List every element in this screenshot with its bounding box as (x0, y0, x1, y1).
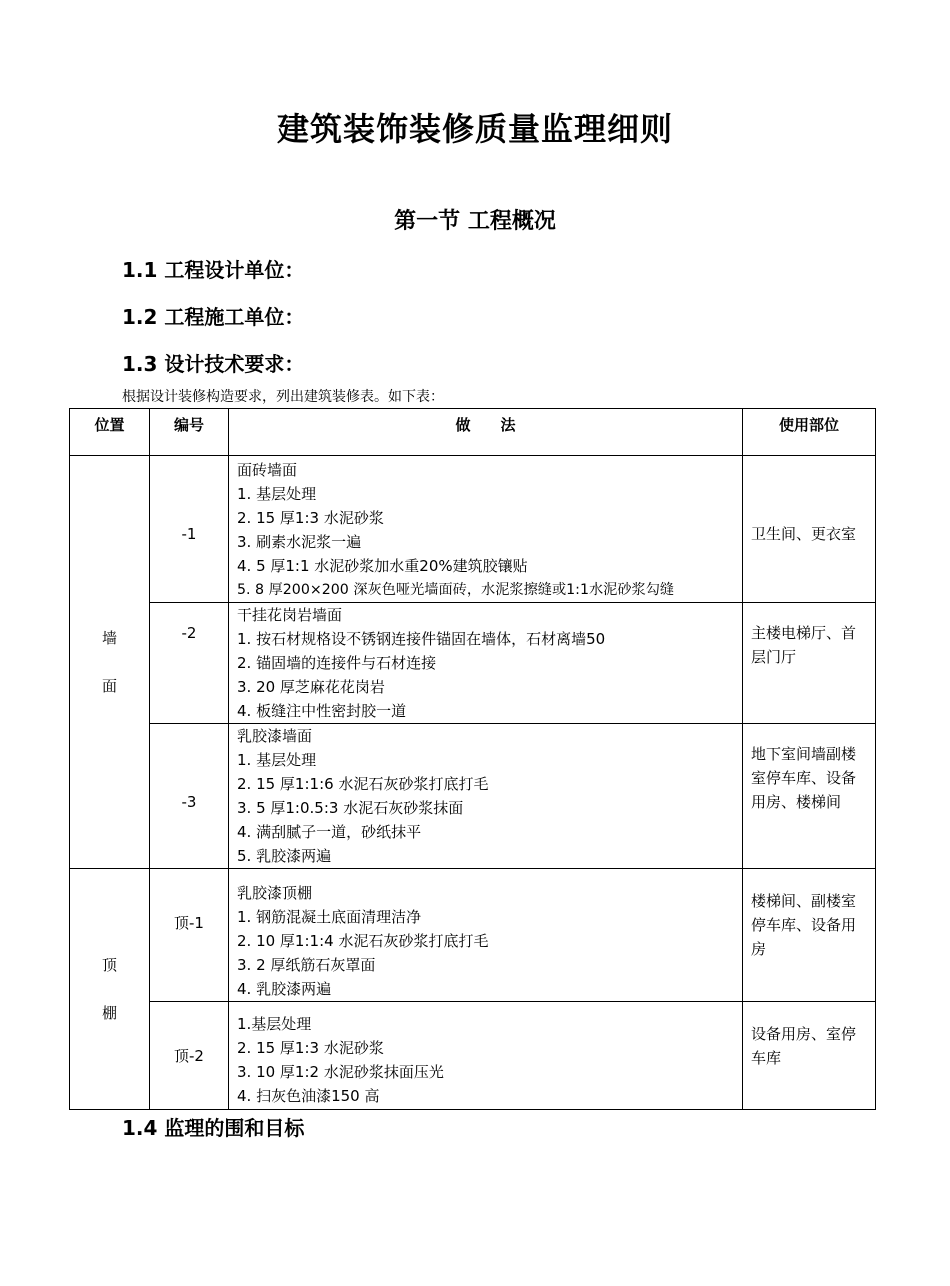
method-line: 1. 基层处理 (237, 751, 317, 769)
heading-construction-unit: 1.2 工程施工单位： (122, 305, 305, 329)
method-line: 3. 2 厚纸筋石灰罩面 (237, 956, 376, 974)
method-line: 2. 15 厚1:3 水泥砂浆 (237, 1039, 384, 1057)
row-usage: 卫生间、更衣室 (743, 456, 876, 603)
row-number: -3 (150, 724, 229, 869)
group-wall-char-2: 面 (101, 677, 117, 695)
method-line: 1. 基层处理 (237, 485, 317, 503)
section-title: 第一节 工程概况 (394, 209, 556, 234)
finish-table (69, 408, 876, 1110)
document-title: 建筑装饰装修质量监理细则 (276, 110, 673, 148)
method-line: 3. 5 厚1:0.5:3 水泥石灰砂浆抹面 (237, 799, 464, 817)
header-number: 编号 (150, 409, 229, 456)
method-line: 4. 扫灰色油漆150 高 (237, 1087, 380, 1105)
method-line: 4. 5 厚1:1 水泥砂浆加水重20%建筑胶镶贴 (237, 557, 528, 575)
group-wall-cell (70, 456, 150, 869)
method-line: 3. 20 厚芝麻花花岗岩 (237, 678, 385, 696)
table-row (70, 1002, 876, 1110)
method-line: 1. 按石材规格设不锈钢连接件锚固在墙体，石材离墙50 (237, 630, 606, 648)
method-line: 2. 锚固墙的连接件与石材连接 (237, 654, 437, 672)
header-position: 位置 (70, 409, 150, 456)
method-line: 面砖墙面 (237, 461, 298, 479)
group-ceiling-char-2: 棚 (101, 1004, 117, 1022)
heading-design-unit: 1.1 工程设计单位： (122, 258, 305, 282)
group-ceiling-char-1: 顶 (101, 956, 117, 974)
method-line: 1. 钢筋混凝土底面清理洁净 (237, 908, 422, 926)
method-line: 4. 满刮腻子一道，砂纸抹平 (237, 823, 422, 841)
row-usage: 主楼电梯厅、首层门厅 (743, 603, 876, 724)
header-usage: 使用部位 (743, 409, 876, 456)
row-method (229, 1002, 743, 1110)
table-row (70, 603, 876, 724)
method-line: 干挂花岗岩墙面 (237, 606, 343, 624)
table-row (70, 869, 876, 1002)
method-line: 5. 8 厚200×200 深灰色哑光墙面砖，水泥浆擦缝或1:1水泥砂浆勾缝 (237, 582, 675, 598)
heading-scope-goals: 1.4 监理的围和目标 (122, 1116, 305, 1140)
method-line: 4. 板缝注中性密封胶一道 (237, 702, 407, 720)
heading-design-requirements: 1.3 设计技术要求： (122, 352, 305, 376)
method-line: 2. 10 厚1:1:4 水泥石灰砂浆打底打毛 (237, 932, 489, 950)
table-header-row (70, 409, 876, 456)
row-usage: 地下室间墙副楼室停车库、设备用房、楼梯间 (743, 724, 876, 869)
row-number: 顶-1 (150, 869, 229, 1002)
intro-text: 根据设计装修构造要求，列出建筑装修表。如下表： (122, 389, 444, 405)
group-ceiling-cell (70, 869, 150, 1110)
row-method (229, 724, 743, 869)
header-method: 做 法 (229, 409, 743, 456)
method-line: 4. 乳胶漆两遍 (237, 980, 332, 998)
row-usage: 楼梯间、副楼室停车库、设备用房 (743, 869, 876, 1002)
method-line: 乳胶漆顶棚 (237, 884, 313, 902)
method-line: 5. 乳胶漆两遍 (237, 847, 332, 865)
method-line: 2. 15 厚1:3 水泥砂浆 (237, 509, 384, 527)
table-row (70, 724, 876, 869)
method-line: 3. 10 厚1:2 水泥砂浆抹面压光 (237, 1063, 444, 1081)
row-method (229, 456, 743, 603)
group-wall-char-1: 墙 (101, 629, 117, 647)
method-line: 1.基层处理 (237, 1015, 312, 1033)
method-line: 乳胶漆墙面 (237, 727, 313, 745)
method-line: 2. 15 厚1:1:6 水泥石灰砂浆打底打毛 (237, 775, 489, 793)
row-method (229, 603, 743, 724)
row-number: 顶-2 (150, 1002, 229, 1110)
row-number: -1 (150, 456, 229, 603)
method-line: 3. 刷素水泥浆一遍 (237, 533, 362, 551)
row-usage: 设备用房、室停车库 (743, 1002, 876, 1110)
row-method (229, 869, 743, 1002)
table-row (70, 456, 876, 603)
row-number: -2 (150, 603, 229, 724)
